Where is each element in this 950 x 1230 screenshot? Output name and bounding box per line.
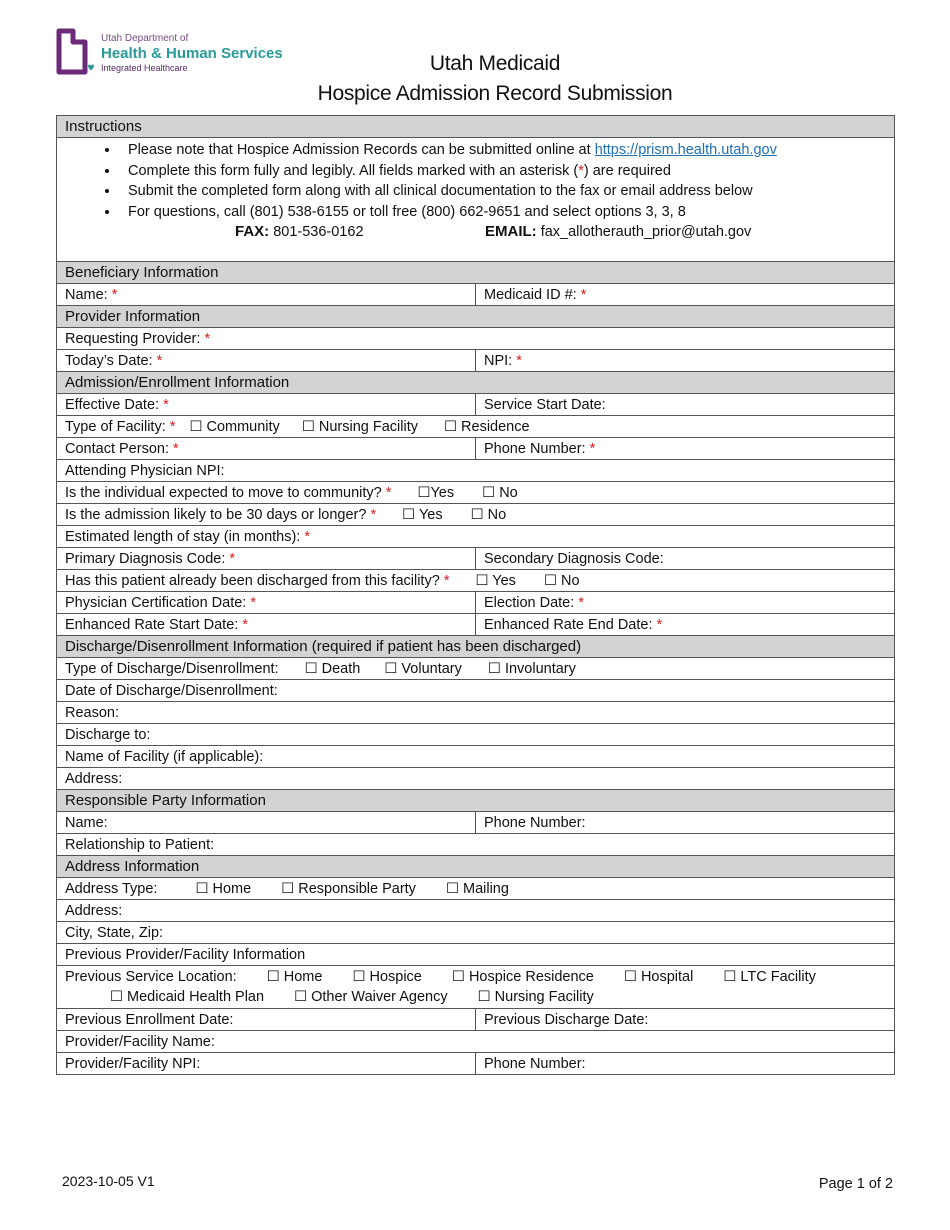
move-community-yes[interactable] bbox=[417, 485, 454, 501]
checkbox-icon: ☐ bbox=[189, 418, 203, 435]
option-label: Responsible Party bbox=[298, 880, 416, 897]
checkbox-icon: ☐ bbox=[195, 880, 209, 897]
facility-nursing-option[interactable] bbox=[302, 419, 418, 435]
section-beneficiary: Beneficiary Information bbox=[57, 262, 895, 284]
field-label: Discharge to: bbox=[65, 726, 151, 743]
instruction-bullet-4: • For questions, call (801) 538-6155 or toll free (800) 662-9651 and select options 3, 3, 8 bbox=[120, 202, 886, 223]
required-mark: * bbox=[443, 572, 450, 589]
checkbox-icon: ☐ bbox=[294, 989, 308, 1005]
prev-enrollment-field[interactable] bbox=[57, 1009, 476, 1031]
discharged-no[interactable] bbox=[544, 573, 580, 589]
instructions-body bbox=[57, 138, 895, 262]
section-instructions: Instructions bbox=[57, 116, 895, 138]
checkbox-icon: ☐ bbox=[543, 572, 557, 589]
discharge-type-row bbox=[57, 658, 895, 680]
npi-field[interactable] bbox=[476, 350, 895, 372]
required-mark: * bbox=[304, 528, 311, 545]
checkbox-icon: ☐ bbox=[623, 969, 637, 985]
checkbox-icon: ☐ bbox=[384, 660, 398, 677]
discharged-yes[interactable] bbox=[476, 573, 516, 589]
page-subtitle: Hospice Admission Record Submission bbox=[317, 82, 673, 105]
discharge-date-field[interactable] bbox=[57, 680, 895, 702]
contact-person-field[interactable] bbox=[57, 438, 476, 460]
field-label: Previous Provider/Facility Information bbox=[65, 946, 306, 963]
required-mark: * bbox=[204, 330, 211, 347]
field-label: Estimated length of stay (in months): bbox=[65, 528, 301, 545]
checkbox-icon: ☐ bbox=[470, 506, 484, 523]
enhanced-end-field[interactable] bbox=[476, 614, 895, 636]
location-hospice-option[interactable] bbox=[352, 969, 421, 985]
required-mark: * bbox=[589, 440, 596, 457]
field-label: Physician Certification Date: bbox=[65, 594, 247, 611]
discharge-reason-field[interactable] bbox=[57, 702, 895, 724]
checkbox-icon: ☐ bbox=[266, 969, 280, 985]
field-label: Enhanced Rate Start Date: bbox=[65, 616, 239, 633]
checkbox-icon: ☐ bbox=[304, 660, 318, 677]
field-label: Has this patient already been discharged from this facility? bbox=[65, 572, 440, 589]
field-label: Address: bbox=[65, 902, 123, 919]
field-label: Effective Date: bbox=[65, 396, 160, 413]
checkbox-icon: ☐ bbox=[402, 506, 416, 523]
required-mark: * bbox=[516, 352, 522, 369]
attending-npi-field[interactable] bbox=[57, 460, 895, 482]
option-label: No bbox=[561, 572, 580, 589]
address-field[interactable] bbox=[57, 900, 895, 922]
section-admission: Admission/Enrollment Information bbox=[57, 372, 895, 394]
field-label: Requesting Provider: bbox=[65, 330, 201, 347]
checkbox-icon: ☐ bbox=[301, 418, 315, 435]
requesting-provider-field[interactable] bbox=[57, 328, 895, 350]
option-label: Yes bbox=[430, 484, 455, 501]
logo-line-3: Integrated Healthcare bbox=[101, 63, 188, 73]
field-label: Today’s Date: bbox=[65, 352, 153, 369]
logo-line-2: Health & Human Services bbox=[101, 45, 283, 62]
option-label: Death bbox=[321, 660, 361, 677]
section-discharge: Discharge/Disenrollment Information (required if patient has been discharged) bbox=[57, 636, 895, 658]
checkbox-icon: ☐ bbox=[281, 880, 295, 897]
discharge-involuntary-option[interactable] bbox=[488, 661, 576, 677]
field-label: Name: bbox=[65, 286, 108, 303]
email-address: fax_allotherauth_prior@utah.gov bbox=[540, 224, 752, 240]
option-label: No bbox=[487, 506, 507, 523]
option-label: Involuntary bbox=[504, 660, 576, 677]
address-home-option[interactable] bbox=[195, 881, 251, 897]
service-start-date-field[interactable] bbox=[476, 394, 895, 416]
field-label: Provider/Facility Name: bbox=[65, 1033, 215, 1050]
option-label: Mailing bbox=[462, 880, 509, 897]
service-location-row bbox=[57, 966, 895, 1009]
required-mark: * bbox=[156, 352, 163, 369]
required-mark: * bbox=[242, 616, 248, 633]
field-label: NPI: bbox=[484, 352, 513, 369]
relationship-field[interactable] bbox=[57, 834, 895, 856]
option-label: Community bbox=[206, 418, 280, 435]
option-label: Medicaid Health Plan bbox=[127, 989, 265, 1005]
page-title: Utah Medicaid bbox=[429, 52, 561, 75]
option-label: Nursing Facility bbox=[494, 989, 594, 1005]
primary-dx-field[interactable] bbox=[57, 548, 476, 570]
fax-contact bbox=[235, 222, 364, 242]
required-mark: * bbox=[578, 594, 584, 611]
utah-state-outline-icon bbox=[55, 28, 97, 76]
location-hospital-option[interactable] bbox=[624, 969, 693, 985]
beneficiary-name-field[interactable] bbox=[57, 284, 476, 306]
address-mailing-option[interactable] bbox=[446, 881, 509, 897]
election-date-field[interactable] bbox=[476, 592, 895, 614]
enhanced-start-field[interactable] bbox=[57, 614, 476, 636]
field-label: Contact Person: bbox=[65, 440, 169, 457]
location-ltc-option[interactable] bbox=[723, 969, 816, 985]
location-nursing-facility-option[interactable] bbox=[478, 989, 594, 1005]
discharge-facility-name-field[interactable] bbox=[57, 746, 895, 768]
option-label: Other Waiver Agency bbox=[311, 989, 448, 1005]
option-label: Nursing Facility bbox=[318, 418, 418, 435]
field-label: Is the individual expected to move to community? bbox=[65, 484, 382, 501]
instruction-bullet-3: • Submit the completed form along with all clinical documentation to the fax or email address below bbox=[120, 181, 886, 202]
location-health-plan-option[interactable] bbox=[110, 989, 264, 1005]
section-address: Address Information bbox=[57, 856, 895, 878]
discharge-death-option[interactable] bbox=[305, 661, 361, 677]
page-number: Page 1 of 2 bbox=[818, 1176, 893, 1192]
field-label: Reason: bbox=[65, 704, 120, 721]
field-label: Is the admission likely to be 30 days or longer? bbox=[65, 506, 367, 523]
field-label: Previous Discharge Date: bbox=[484, 1011, 649, 1028]
field-label: Phone Number: bbox=[484, 440, 586, 457]
required-mark: * bbox=[229, 550, 236, 567]
facility-type-row bbox=[57, 416, 895, 438]
option-label: Yes bbox=[492, 572, 516, 589]
field-label: Primary Diagnosis Code: bbox=[65, 550, 226, 567]
checkbox-icon: ☐ bbox=[110, 989, 123, 1005]
section-responsible-party: Responsible Party Information bbox=[57, 790, 895, 812]
required-mark: * bbox=[163, 396, 169, 413]
fax-label: FAX: bbox=[235, 223, 270, 240]
field-label: Service Start Date: bbox=[484, 396, 606, 413]
todays-date-field[interactable] bbox=[57, 350, 476, 372]
responsible-name-field[interactable] bbox=[57, 812, 476, 834]
effective-date-field[interactable] bbox=[57, 394, 476, 416]
instruction-bullet-2 bbox=[120, 161, 886, 182]
checkbox-icon: ☐ bbox=[445, 880, 459, 897]
field-label: Name: bbox=[65, 814, 108, 831]
field-label: Medicaid ID #: bbox=[484, 286, 577, 303]
facility-phone-field[interactable] bbox=[476, 1053, 895, 1075]
option-label: Hospital bbox=[640, 969, 694, 985]
location-home-option[interactable] bbox=[267, 969, 323, 985]
required-mark: * bbox=[111, 286, 118, 303]
move-community-row bbox=[57, 482, 895, 504]
option-label: Hospice Residence bbox=[468, 969, 594, 985]
option-label: Yes bbox=[418, 506, 443, 523]
discharge-to-field[interactable] bbox=[57, 724, 895, 746]
field-label: City, State, Zip: bbox=[65, 924, 164, 941]
length-of-stay-field[interactable] bbox=[57, 526, 895, 548]
discharge-address-field[interactable] bbox=[57, 768, 895, 790]
checkbox-icon: ☐ bbox=[417, 484, 431, 501]
bullet-2-post: ) are required bbox=[583, 162, 671, 179]
option-label: Voluntary bbox=[401, 660, 462, 677]
checkbox-icon: ☐ bbox=[477, 989, 491, 1005]
field-label: Address Type: bbox=[65, 880, 158, 897]
field-label: Address: bbox=[65, 770, 123, 787]
field-label: Attending Physician NPI: bbox=[65, 462, 225, 479]
admission-form bbox=[56, 115, 895, 1075]
checkbox-icon: ☐ bbox=[487, 660, 501, 677]
city-state-zip-field[interactable] bbox=[57, 922, 895, 944]
thirty-days-yes[interactable] bbox=[402, 507, 442, 523]
facility-name-field[interactable] bbox=[57, 1031, 895, 1053]
email-label: EMAIL: bbox=[485, 223, 537, 240]
required-mark: * bbox=[656, 616, 663, 633]
field-label: Phone Number: bbox=[484, 814, 586, 831]
bullet-1-text: Please note that Hospice Admission Records can be submitted online at bbox=[128, 142, 595, 158]
field-label: Previous Enrollment Date: bbox=[65, 1011, 234, 1028]
field-label: Type of Discharge/Disenrollment: bbox=[65, 660, 279, 677]
thirty-days-no[interactable] bbox=[471, 507, 507, 523]
move-community-no[interactable] bbox=[482, 485, 518, 501]
option-label: Hospice bbox=[369, 969, 422, 985]
checkbox-icon: ☐ bbox=[482, 484, 496, 501]
logo-line-1: Utah Department of bbox=[101, 33, 189, 44]
address-responsible-option[interactable] bbox=[281, 881, 416, 897]
option-label: Residence bbox=[461, 418, 530, 435]
required-mark: * bbox=[169, 418, 176, 435]
option-label: No bbox=[499, 484, 518, 501]
field-label: Phone Number: bbox=[484, 1055, 586, 1072]
responsible-phone-field[interactable] bbox=[476, 812, 895, 834]
physician-cert-field[interactable] bbox=[57, 592, 476, 614]
email-contact bbox=[485, 222, 751, 242]
secondary-dx-field[interactable] bbox=[476, 548, 895, 570]
required-mark: * bbox=[173, 440, 179, 457]
required-mark: * bbox=[370, 506, 377, 523]
checkbox-icon: ☐ bbox=[475, 572, 489, 589]
checkbox-icon: ☐ bbox=[451, 969, 465, 985]
field-label: Date of Discharge/Disenrollment: bbox=[65, 682, 278, 699]
facility-npi-field[interactable] bbox=[57, 1053, 476, 1075]
field-label: Relationship to Patient: bbox=[65, 836, 215, 853]
required-mark: * bbox=[385, 484, 392, 501]
checkbox-icon: ☐ bbox=[352, 969, 366, 985]
checkbox-icon: ☐ bbox=[723, 969, 737, 985]
field-label: Provider/Facility NPI: bbox=[65, 1055, 201, 1072]
address-type-row bbox=[57, 878, 895, 900]
discharge-voluntary-option[interactable] bbox=[384, 661, 462, 677]
medicaid-id-field[interactable] bbox=[476, 284, 895, 306]
previous-provider-heading bbox=[57, 944, 895, 966]
field-label: Secondary Diagnosis Code: bbox=[484, 550, 664, 567]
thirty-days-row bbox=[57, 504, 895, 526]
option-label: LTC Facility bbox=[740, 969, 816, 985]
instruction-bullet-1 bbox=[120, 140, 886, 161]
option-label: Home bbox=[283, 969, 323, 985]
version-label: 2023-10-05 V1 bbox=[62, 1173, 155, 1189]
prism-link[interactable]: https://prism.health.utah.gov bbox=[594, 142, 777, 158]
bullet-2-pre: Complete this form fully and legibly. All fields marked with an asterisk ( bbox=[128, 162, 579, 179]
field-label: Name of Facility (if applicable): bbox=[65, 748, 264, 765]
option-label: Home bbox=[212, 880, 252, 897]
field-label: Enhanced Rate End Date: bbox=[484, 616, 653, 633]
location-waiver-agency-option[interactable] bbox=[294, 989, 448, 1005]
contact-line bbox=[65, 222, 886, 248]
field-label: Election Date: bbox=[484, 594, 575, 611]
discharged-row bbox=[57, 570, 895, 592]
section-provider: Provider Information bbox=[57, 306, 895, 328]
facility-residence-option[interactable] bbox=[444, 419, 530, 435]
prev-discharge-field[interactable] bbox=[476, 1009, 895, 1031]
phone-number-field[interactable] bbox=[476, 438, 895, 460]
required-mark: * bbox=[580, 286, 587, 303]
fax-number: 801-536-0162 bbox=[273, 224, 364, 240]
location-hospice-residence-option[interactable] bbox=[452, 969, 594, 985]
field-label: Previous Service Location: bbox=[65, 969, 237, 985]
asterisk-legend: * bbox=[578, 162, 584, 179]
required-mark: * bbox=[250, 594, 257, 611]
checkbox-icon: ☐ bbox=[444, 418, 458, 435]
field-label: Type of Facility: bbox=[65, 418, 166, 435]
facility-community-option[interactable] bbox=[189, 419, 279, 435]
